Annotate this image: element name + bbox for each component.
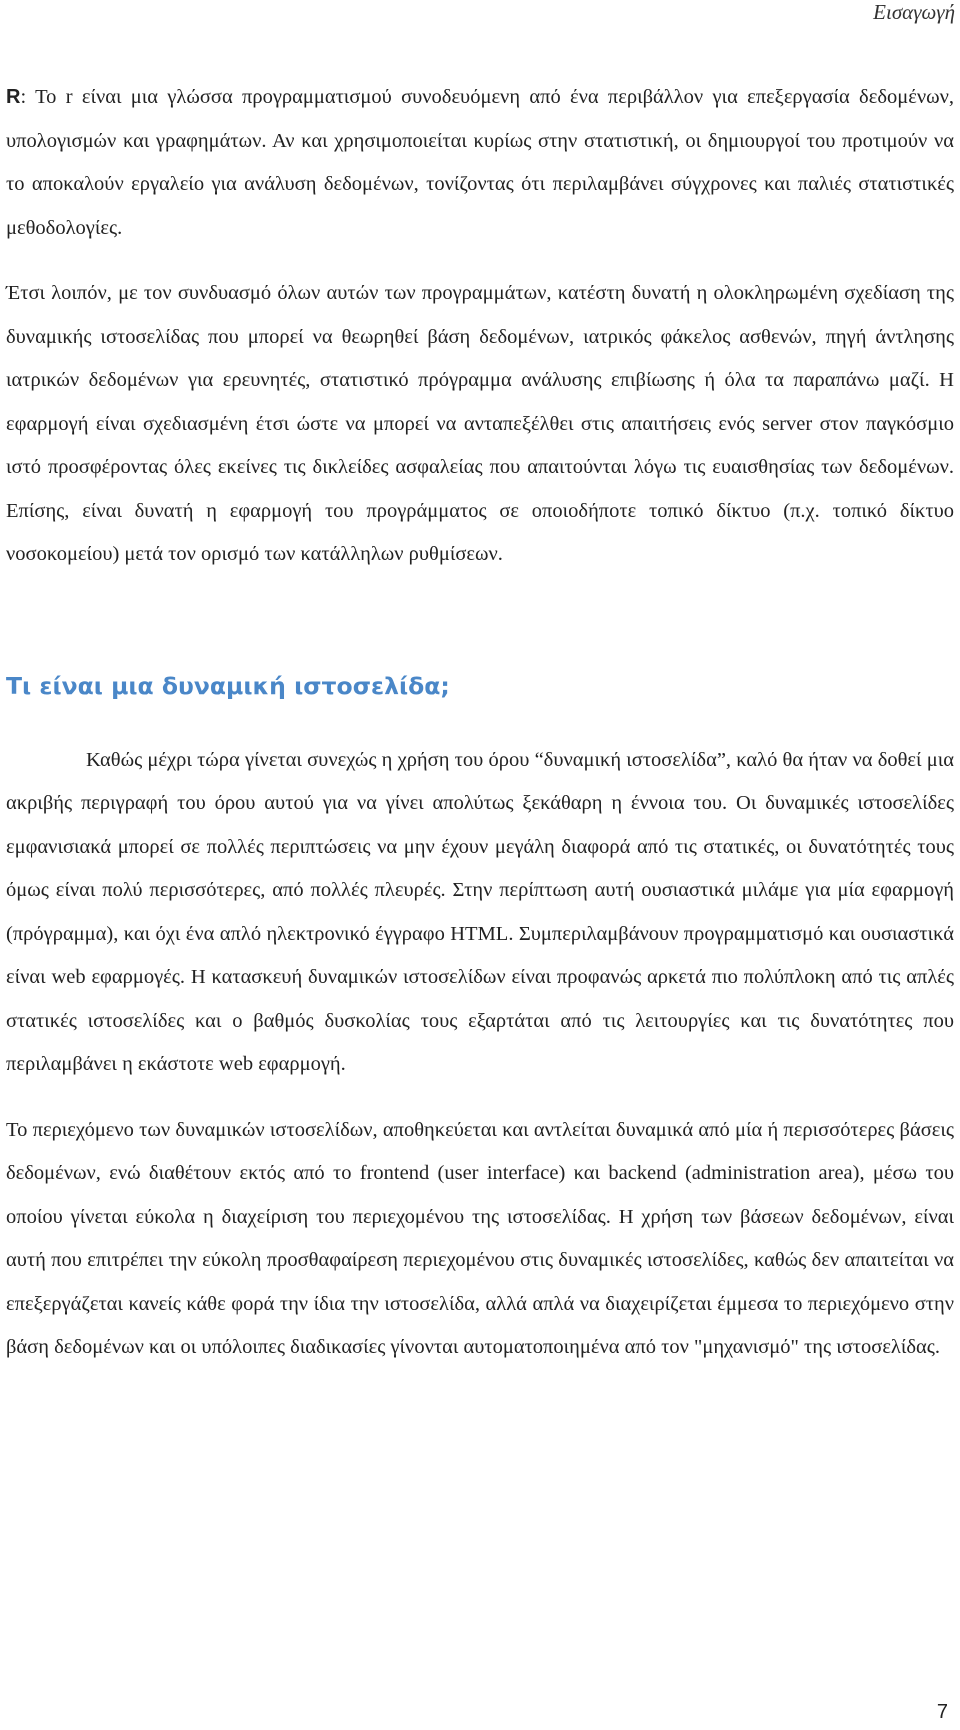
page-number: 7: [936, 1701, 948, 1723]
running-header: Εισαγωγή: [873, 0, 955, 24]
section-heading: Τι είναι μια δυναμική ιστοσελίδα;: [6, 671, 450, 700]
section-paragraph-definition: Καθώς μέχρι τώρα γίνεται συνεχώς η χρήση του όρου “δυναμική ιστοσελίδα”, καλό θα ήταν να δοθεί μια ακριβής περιγραφή του όρου αυτού για να γίνει απολύτως ξεκάθαρη η έννοια του. Οι δυναμικές ιστοσελίδες εμφανισιακά μπορεί σε πολλές περιπτώσεις να μην έχουν μεγάλη διαφορά από τις στατικές, οι δυνατότητές τους όμως είναι πολύ περισσότερες, από πολλές πλευρές. Στην περίπτωση αυτή ουσιαστικά μιλάμε για μία εφαρμογή (πρόγραμμα), και όχι ένα απλό ηλεκτρονικό έγγραφο HTML. Συμπεριλαμβάνουν προγραμματισμό και ουσιαστικά είναι web εφαρμογές. Η κατασκευή δυναμικών ιστοσελίδων είναι προφανώς αρκετά πιο πολύπλοκη από τις απλές στατικές ιστοσελίδες και ο βαθμός δυσκολίας τους εξαρτάται από τις λειτουργίες και τις δυνατότητες που περιλαμβάνει η εκάστοτε web εφαρμογή.: [6, 748, 954, 1075]
intro-paragraph-r: [6, 76, 954, 250]
section-paragraph-content: Το περιεχόμενο των δυναμικών ιστοσελίδων, αποθηκεύεται και αντλείται δυναμικά από μία ή περισσότερες βάσεις δεδομένων, ενώ διαθέτουν εκτός από το frontend (user interface) και backend (administration area), μέσω του οποίου γίνεται εύκολα η διαχείριση του περιεχομένου της ιστοσελίδας. Η χρήση των βάσεων δεδομένων, είναι αυτή που επιτρέπει την εύκολη προσθαφαίρεση περιεχομένου στις δυναμικές ιστοσελίδες, καθώς δεν απαιτείται να επεξεργάζεται κανείς κάθε φορά την ίδια την ιστοσελίδα, αλλά απλά να διαχειρίζεται έμμεσα το περιεχόμενο στην βάση δεδομένων και οι υπόλοιπες διαδικασίες γίνονται αυτοματοποιημένα από τον "μηχανισμό" της ιστοσελίδας.: [6, 1118, 954, 1358]
page-body: [6, 76, 954, 1370]
r-term: R: [6, 86, 21, 108]
r-definition: : To r είναι μια γλώσσα προγραμματισμού συνοδευόμενη από ένα περιβάλλον για επεξεργασία δεδομένων, υπολογισμών και γραφημάτων. Αν και χρησιμοποιείται κυρίως στην στατιστική, οι δημιουργοί του προτιμούν να το αποκαλούν εργαλείο για ανάλυση δεδομένων, τονίζοντας ότι περιλαμβάνει σύγχρονες και παλιές στατιστικές μεθοδολογίες.: [6, 86, 954, 239]
intro-paragraph-application: Έτσι λοιπόν, με τον συνδυασμό όλων αυτών των προγραμμάτων, κατέστη δυνατή η ολοκληρωμένη σχεδίαση της δυναμικής ιστοσελίδας που μπορεί να θεωρηθεί βάση δεδομένων, ιατρικός φάκελος ασθενών, πηγή άντλησης ιατρικών δεδομένων για ερευνητές, στατιστικό πρόγραμμα ανάλυσης επιβίωσης ή όλα τα παραπάνω μαζί. Η εφαρμογή είναι σχεδιασμένη έτσι ώστε να μπορεί να ανταπεξέλθει στις απαιτήσεις ενός server στον παγκόσμιο ιστό προσφέροντας όλες εκείνες τις δικλείδες ασφαλείας που απαιτούνται λόγω τις ευαισθησίας των δεδομένων. Επίσης, είναι δυνατή η εφαρμογή του προγράμματος σε οποιοδήποτε τοπικό δίκτυο (π.χ. τοπικό δίκτυο νοσοκομείου) μετά τον ορισμό των κατάλληλων ρυθμίσεων.: [6, 282, 954, 565]
